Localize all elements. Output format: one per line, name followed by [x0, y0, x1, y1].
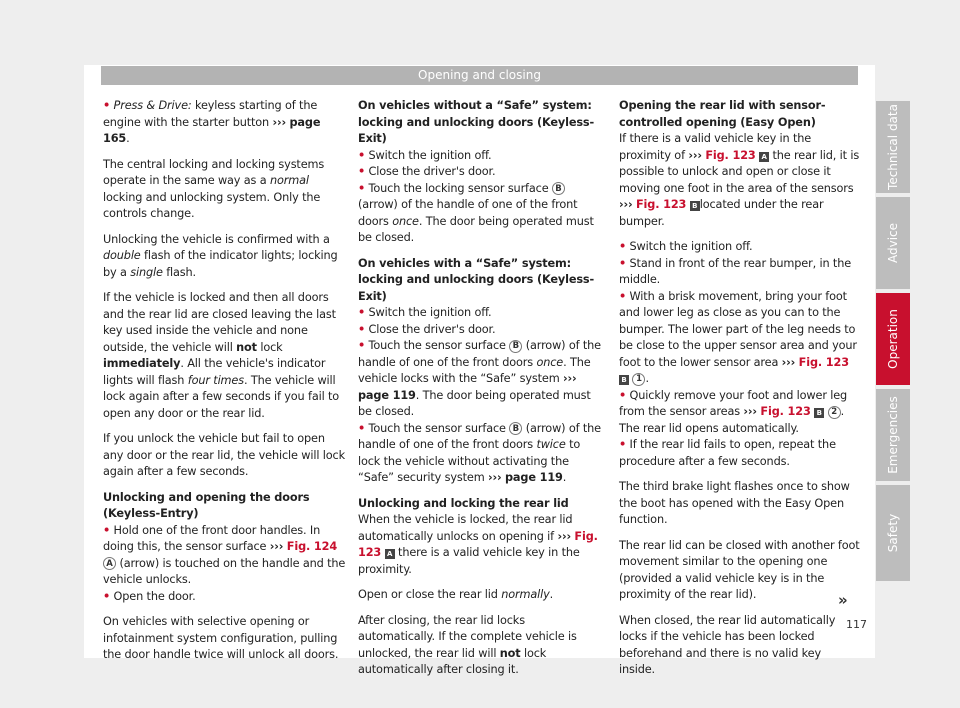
column-2	[358, 98, 603, 688]
bullet-touch-once: • Touch the sensor surface B (arrow) of the handle of one of the front doors once. The vehicle locks with the “Safe” system ››› page 119. The door being operated must be closed.	[358, 339, 601, 418]
paragraph-close-foot: The rear lid can be closed with another foot movement similar to the opening one (provided a valid vehicle key is in the proximity of the rear lid).	[619, 538, 860, 601]
bullet-remove-foot: • Quickly remove your foot and lower leg from the sensor areas ››› Fig. 123 B 2 . The rear lid opens automatically.	[619, 388, 848, 435]
figure-box-b-icon: B	[690, 201, 700, 211]
paragraph-selective-opening: On vehicles with selective opening or infotainment system configuration, pulling the door handle twice will unlock all doors.	[103, 615, 339, 661]
heading-keyless-entry: Unlocking and opening the doors (Keyless-Entry)	[103, 490, 310, 520]
callout-b-icon: B	[509, 340, 522, 353]
continue-arrow-icon: »	[838, 591, 848, 609]
callout-b-icon: B	[509, 422, 522, 435]
page-number: 117	[846, 618, 867, 631]
bullet-touch-twice: • Touch the sensor surface B (arrow) of the handle of one of the front doors twice to lock the vehicle without activating the “Safe” security system ››› page 119.	[358, 421, 601, 484]
heading-without-safe: On vehicles without a “Safe” system: locking and unlocking doors (Keyless-Exit)	[358, 99, 595, 145]
figure-box-a-icon: A	[759, 152, 769, 162]
heading-easy-open: Opening the rear lid with sensor-controlled opening (Easy Open)	[619, 99, 826, 129]
paragraph-auto-lock: When closed, the rear lid automatically locks if the vehicle has been locked beforehand and there is no valid key inside.	[619, 613, 836, 676]
paragraph-open-normally: Open or close the rear lid normally.	[358, 588, 554, 601]
bullet-ignition-off-3: • Switch the ignition off.	[619, 240, 753, 253]
bullet-close-door-2: • Close the driver's door.	[358, 322, 496, 336]
tab-operation[interactable]: Operation	[876, 293, 910, 385]
figure-box-b-icon: B	[619, 375, 629, 385]
tab-technical-data[interactable]: Technical data	[876, 101, 910, 193]
bullet-ignition-off-2: • Switch the ignition off.	[358, 306, 492, 319]
bullet-hold-handle: • Hold one of the front door handles. In doing this, the sensor surface ››› Fig. 124 A (arrow) is touched on the handle and the vehicle unlocks.	[103, 523, 346, 586]
column-3	[619, 98, 860, 688]
paragraph-relock: If you unlock the vehicle but fail to open any door or the rear lid, the vehicle will lock again after a few seconds.	[103, 432, 345, 478]
heading-with-safe: On vehicles with a “Safe” system: locking and unlocking doors (Keyless-Exit)	[358, 256, 595, 303]
page-header: Opening and closing	[101, 66, 858, 85]
paragraph-unlock-confirm: Unlocking the vehicle is confirmed with a double flash of the indicator lights; locking by a single flash.	[103, 232, 338, 279]
bullet-open-door: • Open the door.	[103, 589, 196, 603]
tab-emergencies[interactable]: Emergencies	[876, 389, 910, 481]
bullet-repeat: • If the rear lid fails to open, repeat the procedure after a few seconds.	[619, 438, 836, 468]
heading-rear-lid: Unlocking and locking the rear lid	[358, 496, 569, 510]
tab-advice[interactable]: Advice	[876, 197, 910, 289]
callout-b-icon: B	[552, 182, 565, 195]
paragraph-after-closing: After closing, the rear lid locks automatically. If the complete vehicle is unlocked, the rear lid will not lock automatically after closing it.	[358, 613, 577, 676]
column-1	[103, 98, 347, 673]
paragraph-central-locking: The central locking and locking systems operate in the same way as a normal locking and unlocking system. Only the controls change.	[103, 157, 325, 220]
tab-safety[interactable]: Safety	[876, 485, 910, 581]
paragraph-key-inside: If the vehicle is locked and then all doors and the rear lid are closed leaving the last key used inside the vehicle and none outside, the vehicle will not lock immediately. All the vehicle's indicator lights will flash four times. The vehicle will lock again after a few seconds if you fail to open any door or the rear lid.	[103, 291, 340, 420]
callout-2-icon: 2	[828, 406, 841, 419]
callout-a-icon: A	[103, 557, 116, 570]
bullet-press-drive: • Press & Drive: keyless starting of the engine with the starter button ››› page 165.	[103, 99, 321, 145]
callout-1-icon: 1	[632, 373, 645, 386]
paragraph-easy-open-intro: If there is a valid vehicle key in the proximity of ››› Fig. 123 A the rear lid, it is possible to unlock and open or close it moving one foot in the area of the sensors ››› Fig. 123 B located under the rear bumper.	[619, 132, 860, 228]
paragraph-brake-light: The third brake light flashes once to show the boot has opened with the Easy Open function.	[619, 480, 850, 526]
bullet-ignition-off: • Switch the ignition off.	[358, 148, 492, 162]
figure-box-b-icon: B	[814, 408, 824, 418]
bullet-brisk-movement: • With a brisk movement, bring your foot and lower leg as close as you can to the bumper. The lower part of the leg needs to be close to the upper sensor area and your foot to the lower sensor area ››› Fig. 123 B 1 .	[619, 289, 857, 385]
paragraph-rear-lid-unlock: When the vehicle is locked, the rear lid automatically unlocks on opening if ››› Fig. 123 A there is a valid vehicle key in the proximity.	[358, 513, 598, 576]
figure-box-a-icon: A	[385, 549, 395, 559]
bullet-stand-front: • Stand in front of the rear bumper, in the middle.	[619, 256, 852, 286]
bullet-touch-sensor: • Touch the locking sensor surface B (arrow) of the handle of one of the front doors once. The door being operated must be closed.	[358, 181, 594, 244]
bullet-close-door: • Close the driver's door.	[358, 165, 496, 178]
